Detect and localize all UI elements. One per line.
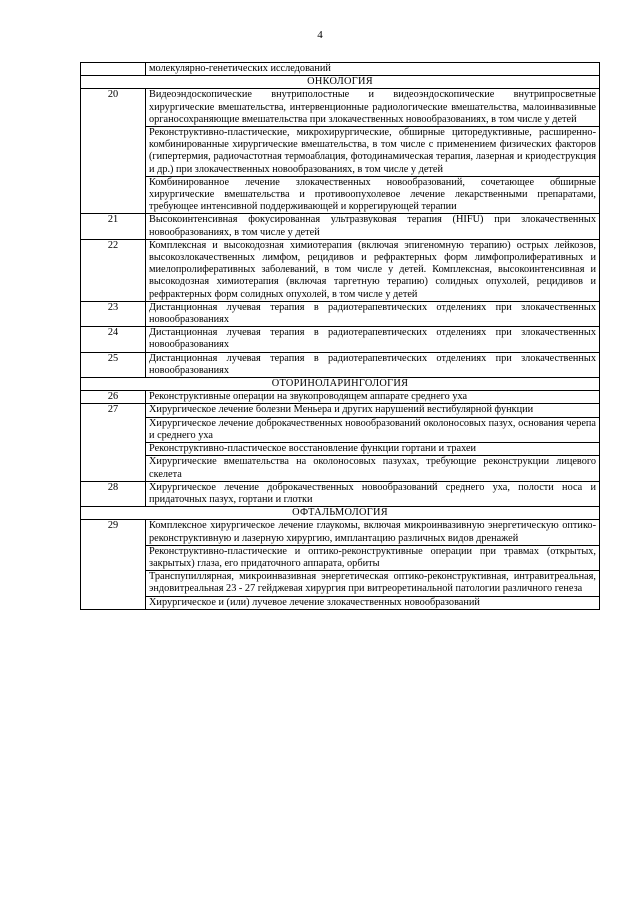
row-number: 28: [81, 481, 146, 506]
treatment-table: [80, 62, 600, 610]
section-heading: ОТОРИНОЛАРИНГОЛОГИЯ: [81, 378, 600, 391]
procedure-description: Хирургическое лечение доброкачественных новообразований среднего уха, полости носа и придаточных пазух, гортани и глотки: [146, 481, 600, 506]
procedure-description: Транспупиллярная, микроинвазивная энергетическая оптико-реконструктивная, интравитреальная, эндовитреальная 23 - 27 гейджевая хирургия при витреоретинальной патологии различного генеза: [146, 571, 600, 596]
table-row: [81, 571, 600, 596]
row-number: 20: [81, 89, 146, 214]
procedure-description: Дистанционная лучевая терапия в радиотерапевтических отделениях при злокачественных новообразованиях: [146, 301, 600, 326]
procedure-description: Хирургическое и (или) лучевое лечение злокачественных новообразований: [146, 596, 600, 609]
row-number: 21: [81, 214, 146, 239]
table-row: [81, 301, 600, 326]
table-row: [81, 176, 600, 214]
table-row: [81, 63, 600, 76]
row-number: 25: [81, 352, 146, 377]
row-number: [81, 63, 146, 76]
procedure-description: Хирургическое лечение болезни Меньера и других нарушений вестибулярной функции: [146, 404, 600, 417]
table-row: [81, 352, 600, 377]
procedure-description: Реконструктивно-пластические, микрохирургические, обширные циторедуктивные, расширенно-комбинированные хирургические вмешательства, в том числе с применением физических факторов (гипертермия, радиочастотная термоаблация, фотодинамическая терапия, лазерная и криодеструкция и др.) при злокачественных новообразованиях, в том числе у детей: [146, 127, 600, 177]
page-number: 4: [317, 29, 323, 41]
table-row: [81, 481, 600, 506]
section-heading: ОНКОЛОГИЯ: [81, 76, 600, 89]
table-row: [81, 391, 600, 404]
table-row: [81, 596, 600, 609]
table-row: [81, 545, 600, 570]
table-row: [81, 456, 600, 481]
table-row: [81, 239, 600, 301]
row-number: 22: [81, 239, 146, 301]
section-heading: ОФТАЛЬМОЛОГИЯ: [81, 507, 600, 520]
procedure-description: молекулярно-генетических исследований: [146, 63, 600, 76]
table-row: [81, 520, 600, 545]
table-row: [81, 327, 600, 352]
table-row: [81, 404, 600, 417]
table-row: [81, 89, 600, 127]
procedure-description: Хирургическое лечение доброкачественных новообразований околоносовых пазух, основания черепа и среднего уха: [146, 417, 600, 442]
procedure-description: Реконструктивно-пластическое восстановление функции гортани и трахеи: [146, 443, 600, 456]
row-number: 27: [81, 404, 146, 481]
section-row: [81, 378, 600, 391]
procedure-description: Комплексная и высокодозная химиотерапия (включая эпигеномную терапию) острых лейкозов, высокозлокачественных лимфом, рецидивов и рефрактерных форм лимфопролиферативных и миелопролиферативных заболеваний, в том числе у детей. Комплексная, высокоинтенсивная и высокодозная химиотерапия (включая таргетную терапию) солидных опухолей, рецидивов и рефрактерных форм солидных опухолей, в том числе у детей: [146, 239, 600, 301]
table-row: [81, 214, 600, 239]
table-row: [81, 127, 600, 177]
procedure-description: Дистанционная лучевая терапия в радиотерапевтических отделениях при злокачественных новообразованиях: [146, 327, 600, 352]
procedure-description: Высокоинтенсивная фокусированная ультразвуковая терапия (HIFU) при злокачественных новообразованиях, в том числе у детей: [146, 214, 600, 239]
row-number: 23: [81, 301, 146, 326]
row-number: 26: [81, 391, 146, 404]
procedure-description: Хирургические вмешательства на околоносовых пазухах, требующие реконструкции лицевого скелета: [146, 456, 600, 481]
table-row: [81, 417, 600, 442]
row-number: 24: [81, 327, 146, 352]
procedure-description: Дистанционная лучевая терапия в радиотерапевтических отделениях при злокачественных новообразованиях: [146, 352, 600, 377]
procedure-description: Видеоэндоскопические внутриполостные и видеоэндоскопические внутрипросветные хирургические вмешательства, интервенционные радиологические вмешательства, малоинвазивные органосохраняющие вмешательства при злокачественных новообразованиях, в том числе у детей: [146, 89, 600, 127]
procedure-description: Реконструктивно-пластические и оптико-реконструктивные операции при травмах (открытых, закрытых) глаза, его придаточного аппарата, орбиты: [146, 545, 600, 570]
procedure-description: Реконструктивные операции на звукопроводящем аппарате среднего уха: [146, 391, 600, 404]
section-row: [81, 507, 600, 520]
procedure-description: Комплексное хирургическое лечение глаукомы, включая микроинвазивную энергетическую оптико-реконструктивную и лазерную хирургию, имплантацию различных видов дренажей: [146, 520, 600, 545]
section-row: [81, 76, 600, 89]
table-row: [81, 443, 600, 456]
procedure-description: Комбинированное лечение злокачественных новообразований, сочетающее обширные хирургические вмешательства и противоопухолевое лечение лекарственными препаратами, требующее интенсивной поддерживающей и коррегирующей терапии: [146, 176, 600, 214]
row-number: 29: [81, 520, 146, 609]
